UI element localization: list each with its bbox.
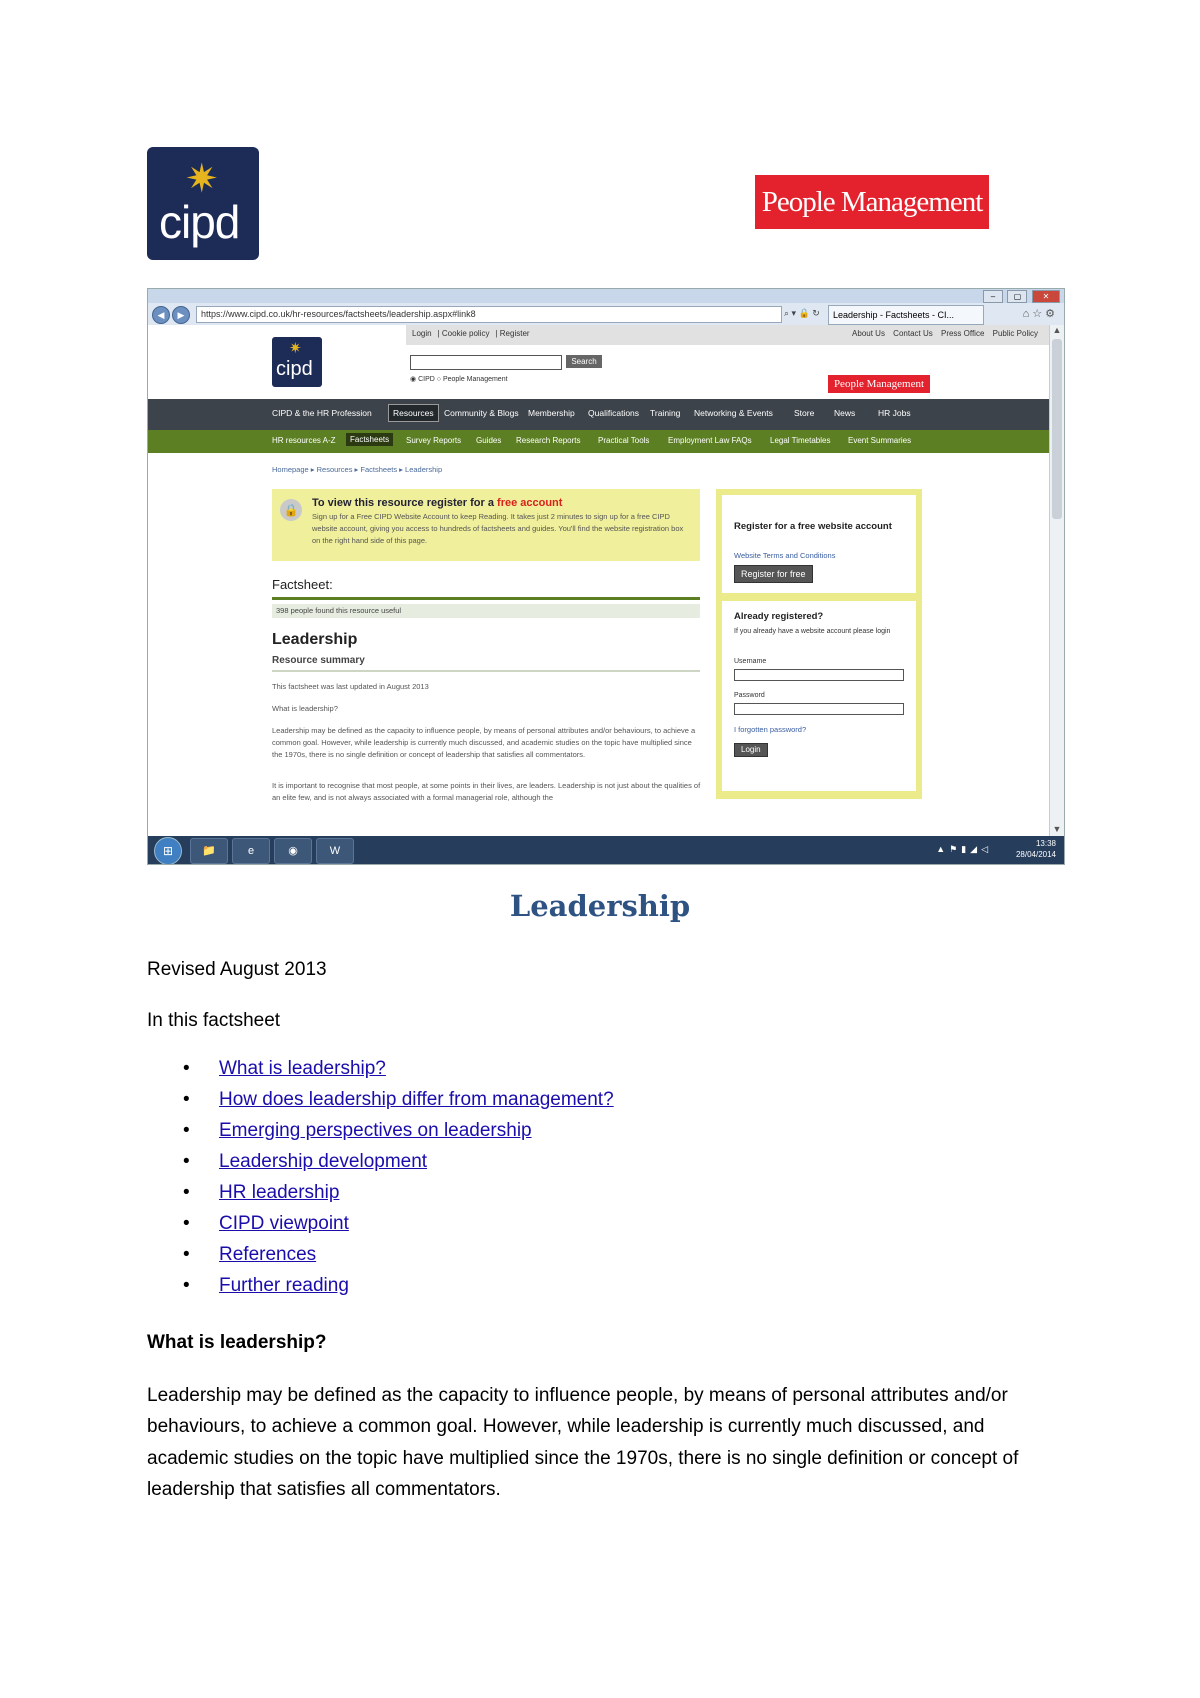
nav-store[interactable]: Store [794,408,815,418]
address-bar-row [148,303,1064,325]
site-cipd-star-icon: ✷ [289,340,302,357]
subnav-research-reports[interactable]: Research Reports [516,436,581,445]
clock-date: 28/04/2014 [1015,850,1056,859]
toc-link-what-is-leadership[interactable]: What is leadership? [219,1058,386,1079]
username-input[interactable] [734,669,904,681]
already-text: If you already have a website account please login [734,628,891,635]
divider [272,597,700,600]
scrollbar[interactable] [1049,325,1064,836]
register-heading: Register for a free website account [734,521,892,532]
register-for-free-button[interactable]: Register for free [734,565,813,583]
nav-qualifications[interactable]: Qualifications [588,408,640,418]
section-body: Leadership may be defined as the capacity to influence people, by means of personal attributes and/or behaviours, to achieve a common goal. However, while leadership is currently much discussed, and academic studies on the topic have multiplied since the 1970s, there is no single definition or concept of leadership that satisfies all commentators. [147,1385,1019,1500]
summary-divider [272,670,700,672]
site-cipd-logo-text: cipd [276,358,313,380]
scroll-thumb[interactable] [1052,339,1062,519]
toc-link-cipd-viewpoint[interactable]: CIPD viewpoint [219,1213,349,1234]
bullet-icon: • [183,1120,190,1141]
search-refresh-icon[interactable]: ⌕ ▾ 🔒 ↻ [784,308,820,318]
nav-cipd-hr-profession[interactable]: CIPD & the HR Profession [272,408,372,418]
scroll-down-icon[interactable]: ▼ [1052,824,1062,834]
bullet-icon: • [183,1151,190,1172]
toc-link-emerging-perspectives[interactable]: Emerging perspectives on leadership [219,1120,532,1141]
chrome-icon[interactable]: ◉ [274,838,312,864]
radio-cipd-icon[interactable]: ◉ [410,376,417,383]
browser-tab[interactable]: Leadership - Factsheets - CI... [828,305,984,325]
subnav-factsheets[interactable]: Factsheets [346,433,393,446]
factsheet-label: Factsheet: [272,577,333,592]
bullet-icon: • [183,1275,190,1296]
subnav-event-summaries[interactable]: Event Summaries [848,436,912,445]
login-panel [722,601,916,791]
cipd-star-icon: ✷ [185,157,219,201]
nav-news[interactable]: News [834,408,856,418]
toc-link-further-reading[interactable]: Further reading [219,1275,349,1296]
revised-date: Revised August 2013 [147,959,327,980]
window-titlebar [148,289,1064,303]
about-us-link[interactable]: About Us [852,329,885,338]
registration-sidebar [716,489,922,799]
forgot-password-link[interactable]: I forgotten password? [734,725,807,734]
username-label: Username [734,658,767,665]
resource-summary: Resource summary [272,655,365,666]
site-cipd-logo[interactable] [272,337,322,387]
search-button[interactable]: Search [566,355,602,368]
scroll-up-icon[interactable]: ▲ [1052,325,1062,335]
bullet-icon: • [183,1244,190,1265]
windows-start-icon[interactable]: ⊞ [154,837,182,865]
breadcrumb[interactable]: Homepage ▸ Resources ▸ Factsheets ▸ Leadership [272,465,443,474]
subnav-legal-timetables[interactable]: Legal Timetables [770,436,831,445]
bullet-icon: • [183,1058,190,1079]
maximize-icon[interactable]: ▢ [1007,290,1027,303]
browser-screenshot [147,288,1065,865]
promo-title [312,497,562,509]
word-icon[interactable]: W [316,838,354,864]
site-pm-logo[interactable]: People Management [828,375,930,393]
press-office-link[interactable]: Press Office [940,329,985,338]
toc-link-hr-leadership[interactable]: HR leadership [219,1182,340,1203]
section-heading: What is leadership? [147,1332,327,1353]
cipd-logo [147,147,259,260]
free-account-link[interactable]: free account [497,497,563,509]
promo-body: Sign up for a Free CIPD Website Account to keep Reading. It takes just 2 minutes to sign up for a free CIPD website account, giving you access to hundreds of factsheets and guides. You'll find the website registration box on the right hand side of this page. [312,512,684,545]
nav-community-blogs[interactable]: Community & Blogs [444,408,519,418]
toc-link-leadership-development[interactable]: Leadership development [219,1151,428,1172]
useful-count: 398 people found this resource useful [272,604,700,618]
nav-membership[interactable]: Membership [528,408,575,418]
subnav-employment-law[interactable]: Employment Law FAQs [668,436,752,445]
nav-resources[interactable]: Resources [388,404,439,422]
login-link[interactable]: Login [412,329,432,338]
cipd-logo-text: cipd [159,196,240,248]
login-button[interactable]: Login [734,743,768,757]
forward-icon[interactable]: ▶ [172,306,190,324]
sub-nav [148,430,1050,453]
document-title: Leadership [509,889,691,923]
clock-time: 13:38 [1035,839,1056,848]
people-management-logo: People Management [755,175,989,229]
register-link[interactable]: Register [499,329,530,338]
password-input[interactable] [734,703,904,715]
subnav-practical-tools[interactable]: Practical Tools [598,436,650,445]
clock[interactable] [1016,838,1056,860]
cookie-policy-link[interactable]: Cookie policy [441,329,490,338]
nav-hr-jobs[interactable]: HR Jobs [878,408,911,418]
contact-us-link[interactable]: Contact Us [893,329,933,338]
back-icon[interactable]: ◀ [152,306,170,324]
subnav-guides[interactable]: Guides [476,436,502,445]
nav-networking-events[interactable]: Networking & Events [694,408,773,418]
explorer-icon[interactable]: 📁 [190,838,228,864]
bullet-icon: • [183,1182,190,1203]
internet-explorer-icon[interactable]: e [232,838,270,864]
taskbar [148,836,1064,864]
home-favorites-settings-icon[interactable]: ⌂☆⚙ [1022,308,1058,320]
minimize-icon[interactable]: – [983,290,1003,303]
system-tray-icons[interactable]: ▲⚑▮◢◁ [936,844,992,854]
already-registered-heading: Already registered? [734,611,824,622]
address-input[interactable]: https://www.cipd.co.uk/hr-resources/factsheets/leadership.aspx#link8 [196,306,782,323]
article-para-1: Leadership may be defined as the capacity to influence people, by means of personal attributes and/or behaviours, to achieve a common goal. However, while leadership is currently much discussed, and academic studies on the topic have multiplied since the 1970s, there is no single definition or concept of leadership that satisfies all commentators. [272,726,696,759]
close-icon[interactable]: ✕ [1032,290,1060,303]
radio-pm-label: People Management [442,376,508,383]
password-label: Password [734,692,765,699]
bullet-icon: • [183,1089,190,1110]
radio-pm-icon[interactable]: ○ [436,376,441,383]
what-is-subhead: What is leadership? [272,704,338,713]
subnav-survey-reports[interactable]: Survey Reports [406,436,462,445]
nav-training[interactable]: Training [650,408,681,418]
register-panel [722,495,916,593]
web-page [148,325,1050,836]
subnav-hr-resources[interactable]: HR resources A-Z [272,436,336,445]
terms-link[interactable]: Website Terms and Conditions [734,551,836,560]
radio-cipd-label: CIPD [418,376,435,383]
updated-text: This factsheet was last updated in August 2013 [272,682,429,691]
register-promo [272,489,700,561]
toc-link-leadership-vs-management[interactable]: How does leadership differ from management? [219,1089,614,1110]
bullet-icon: • [183,1213,190,1234]
public-policy-link[interactable]: Public Policy [992,329,1038,338]
search-input[interactable] [410,355,562,370]
lock-icon: 🔒 [280,499,302,521]
article-heading: Leadership [272,631,358,648]
toc-link-references[interactable]: References [219,1244,317,1265]
main-nav [148,399,1050,430]
search-scope-radios [410,375,508,383]
toc-intro: In this factsheet [147,1010,281,1031]
article-para-2: It is important to recognise that most people, at some points in their lives, are leaders. Leadership is not just about the qualities of an elite few, and is not always associated with a formal managerial role, although the [272,781,701,802]
utility-bar: Login | Cookie policy | Register About Us Contact Us Press Office Public Policy [406,325,1050,345]
promo-title-text: To view this resource register for a [312,497,494,509]
